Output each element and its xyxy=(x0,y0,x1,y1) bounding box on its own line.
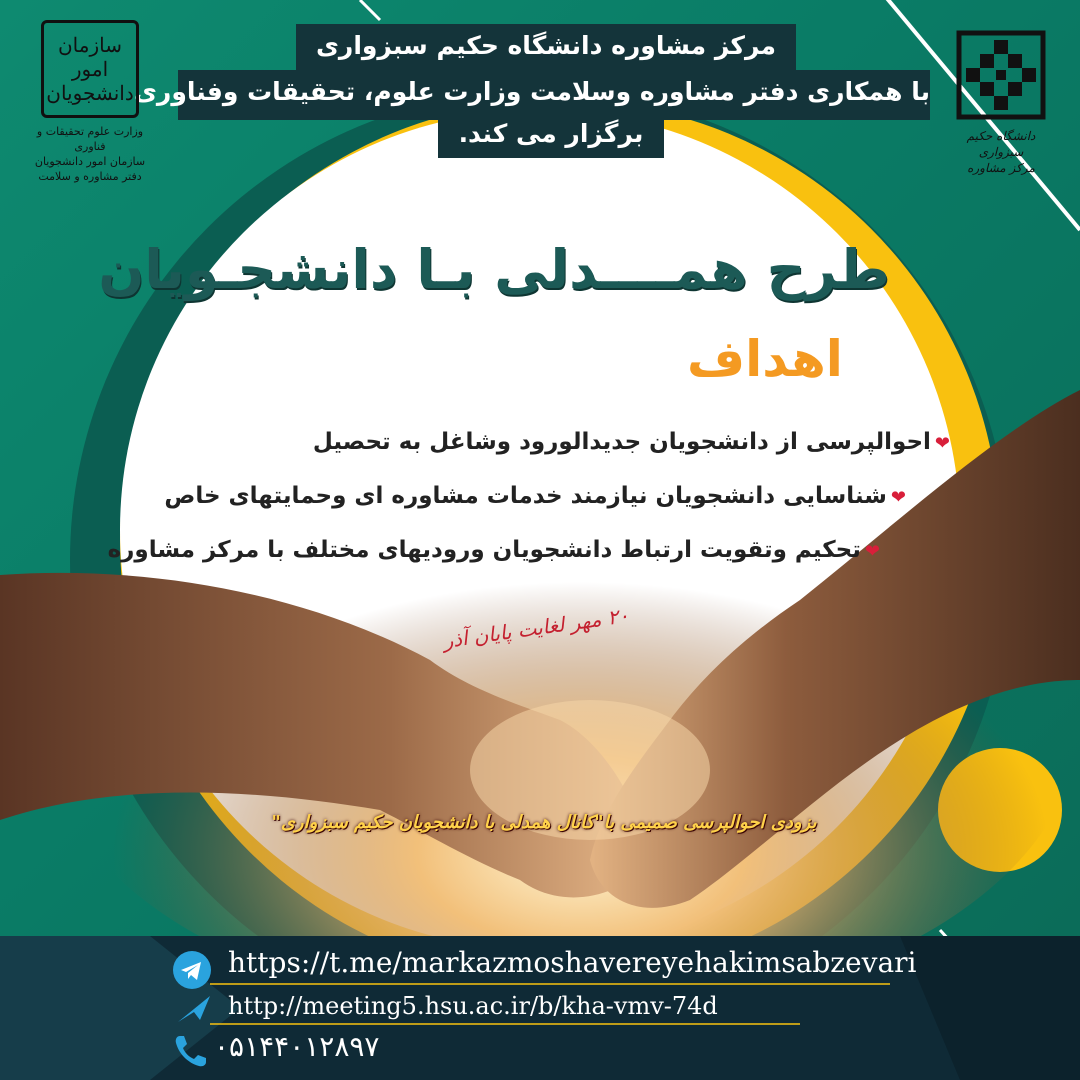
coming-soon-banner: بزودی احوالپرسی صمیمی با"کانال همدلی با دانشجویان حکیم سبزواری" xyxy=(271,812,817,833)
phone-icon xyxy=(172,1032,210,1070)
phone-number[interactable]: ۰۵۱۴۴۰۱۲۸۹۷ xyxy=(214,1030,380,1063)
header-line-3: برگزار می کند. xyxy=(438,112,664,158)
ministry-logo xyxy=(20,20,160,184)
telegram-icon xyxy=(172,950,212,990)
goal-text: تحکیم وتقویت ارتباط دانشجویان ورودیهای مختلف با مرکز مشاوره xyxy=(107,537,861,563)
goal-text: شناسایی دانشجویان نیازمند خدمات مشاوره ای وحمایتهای خاص xyxy=(164,483,887,509)
university-caption-1: دانشگاه حکیم سبزواری xyxy=(966,129,1036,159)
heart-icon: ❤ xyxy=(890,487,906,508)
goals-list xyxy=(107,416,950,578)
heart-icon: ❤ xyxy=(864,541,880,562)
header-line-1: مرکز مشاوره دانشگاه حکیم سبزواری xyxy=(296,24,796,72)
goal-item xyxy=(107,524,950,578)
ministry-logo-mark: سازمان امور دانشجویان xyxy=(41,20,139,118)
deco-line xyxy=(360,0,380,20)
poster-title: طرح همــــدلی بـا دانشجـویان xyxy=(98,238,890,301)
goal-item xyxy=(130,470,950,524)
university-logo-mark xyxy=(956,30,1046,120)
goal-text: احوالپرسی از دانشجویان جدیدالورود وشاغل به تحصیل xyxy=(312,429,931,455)
university-caption-2: مرکز مشاوره xyxy=(967,161,1035,175)
goals-heading: اهداف xyxy=(687,330,843,388)
telegram-link[interactable]: https://t.me/markazmoshavereyehakimsabzevari xyxy=(228,946,917,979)
ministry-caption-3: دفتر مشاوره و سلامت xyxy=(38,170,142,183)
heart-icon: ❤ xyxy=(934,433,950,454)
ministry-caption-1: وزارت علوم تحقیقات و فناوری xyxy=(36,125,144,153)
university-logo xyxy=(946,30,1056,176)
date-range: ۲۰ مهر لغایت پایان آذر xyxy=(441,603,631,653)
header-line-2: با همکاری دفتر مشاوره وسلامت وزارت علوم، تحقیقات وفناوری xyxy=(178,70,930,120)
ministry-caption-2: سازمان امور دانشجویان xyxy=(34,155,146,168)
arrow-icon xyxy=(174,992,214,1026)
goal-item xyxy=(130,416,950,470)
meeting-link[interactable]: http://meeting5.hsu.ac.ir/b/kha-vmv-74d xyxy=(228,992,718,1020)
